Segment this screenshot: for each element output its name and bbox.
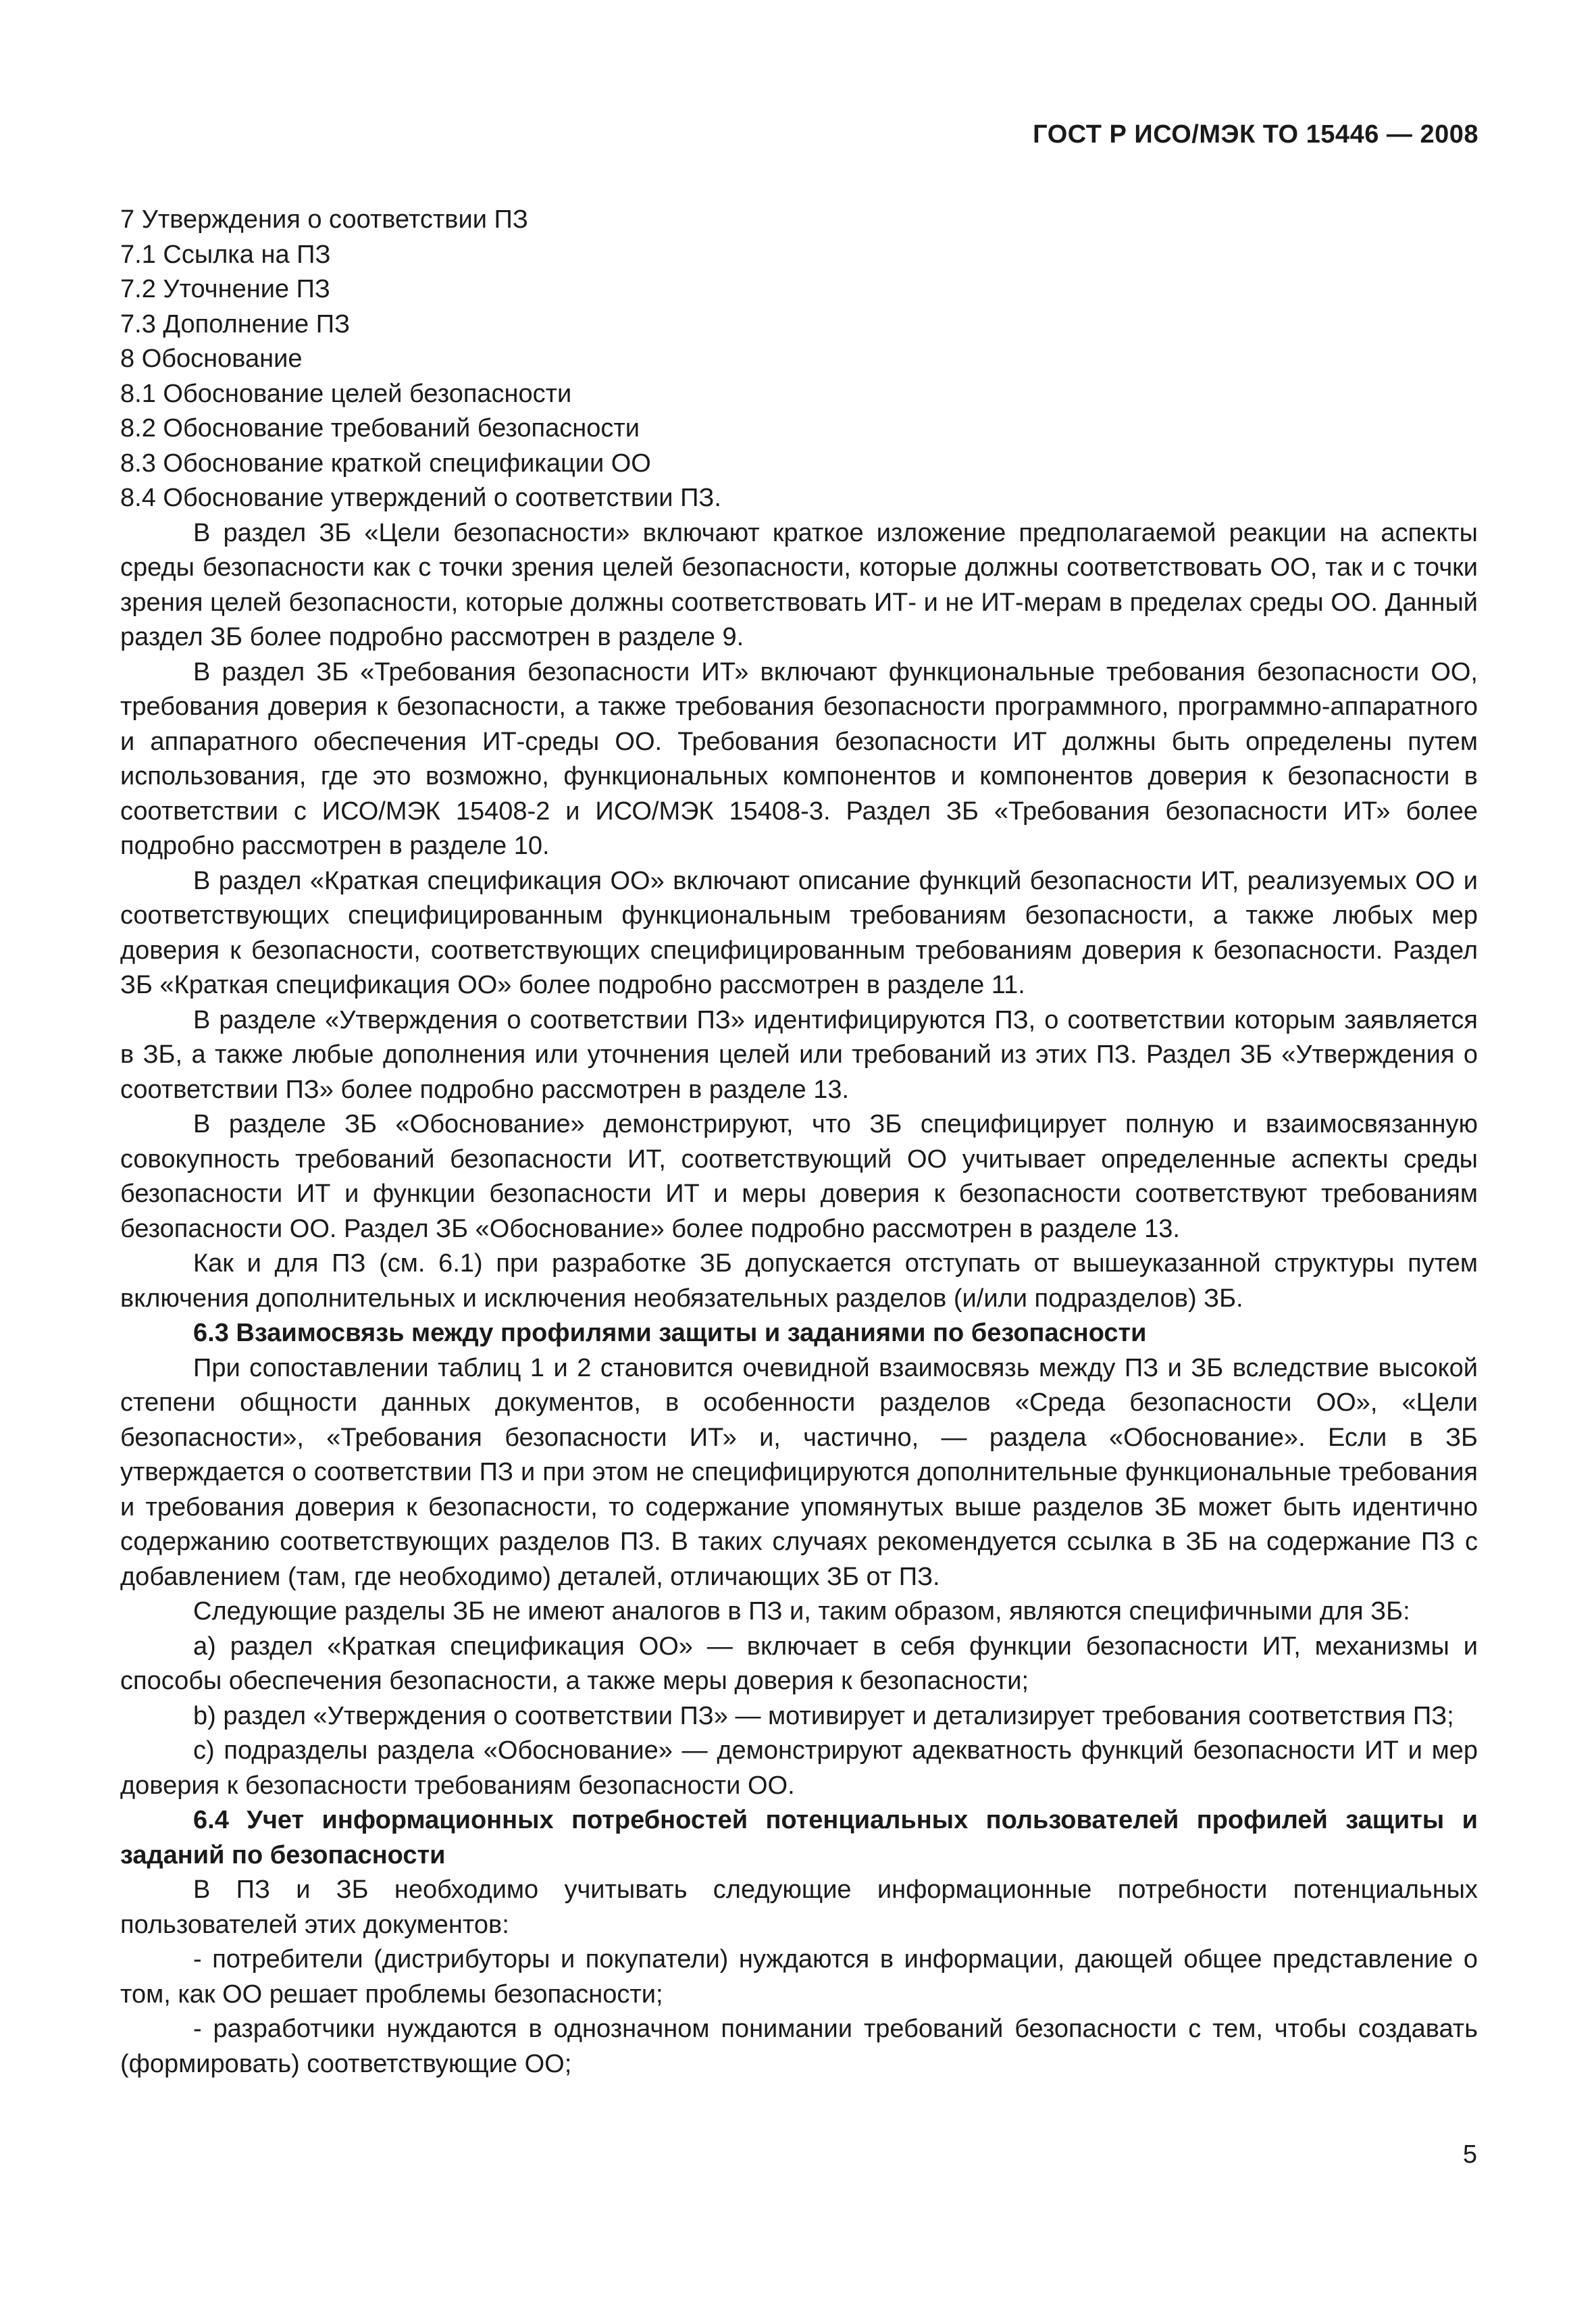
list-item: - разработчики нуждаются в однозначном понимании требований безопасности с тем, чтобы создавать (формировать) соответствующие ОО; [120,2015,1478,2078]
toc-item: 8.2 Обоснование требований безопасности [120,414,640,443]
section-heading-6-3: 6.3 Взаимосвязь между профилями защиты и заданиями по безопасности [193,1319,1147,1347]
page-number: 5 [1462,2140,1477,2169]
section-heading-6-4: 6.4 Учет информационных потребностей потенциальных пользователей профилей защиты и заданий по безопасности [120,1806,1478,1869]
body-paragraph: В ПЗ и ЗБ необходимо учитывать следующие информационные потребности потенциальных пользователей этих документов: [120,1876,1478,1939]
body-paragraph: Как и для ПЗ (см. 6.1) при разработке ЗБ допускается отступать от вышеуказанной структуры путем включения дополнительных и исключения необязательных разделов (и/или подразделов) ЗБ. [120,1249,1478,1313]
toc-item: 7.3 Дополнение ПЗ [120,309,351,338]
body-paragraph: Следующие разделы ЗБ не имеют аналогов в ПЗ и, таким образом, являются специфичными для ЗБ: [193,1597,1410,1626]
list-item: с) подразделы раздела «Обоснование» — демонстрируют адекватность функций безопасности ИТ и мер доверия к безопасности требованиям безопасности ОО. [120,1736,1478,1800]
toc-list [120,203,1478,516]
body-paragraph: В разделе ЗБ «Обоснование» демонстрируют, что ЗБ специфицирует полную и взаимосвязанную совокупность требований безопасности ИТ, соответствующий ОО учитывает определенные аспекты среды безопасности ИТ и функции безопасности ИТ и меры доверия к безопасности соответствуют требованиям безопасности ОО. Раздел ЗБ «Обоснование» более подробно рассмотрен в разделе 13. [120,1110,1478,1243]
body-paragraph: В раздел ЗБ «Цели безопасности» включают краткое изложение предполагаемой реакции на аспекты среды безопасности как с точки зрения целей безопасности, которые должны соответствовать ОО, так и с точки зрения целей безопасности, которые должны соответствовать ИТ- и не ИТ-мерам в пределах среды ОО. Данный раздел ЗБ более подробно рассмотрен в разделе 9. [120,518,1478,651]
body-paragraph: В раздел «Краткая спецификация ОО» включают описание функций безопасности ИТ, реализуемых ОО и соответствующих специфицированным функциональным требованиям безопасности, а также любых мер доверия к безопасности, соответствующих специфицированным требованиям доверия к безопасности. Раздел ЗБ «Краткая спецификация ОО» более подробно рассмотрен в разделе 11. [120,866,1478,999]
body-paragraph: При сопоставлении таблиц 1 и 2 становится очевидной взаимосвязь между ПЗ и ЗБ вследствие высокой степени общности данных документов, в особенности разделов «Среда безопасности ОО», «Цели безопасности», «Требования безопасности ИТ» и, частично, — раздела «Обоснование». Если в ЗБ утверждается о соответствии ПЗ и при этом не специфицируются дополнительные функциональные требования и требования доверия к безопасности, то содержание упомянутых выше разделов ЗБ может быть идентично содержанию соответствующих разделов ПЗ. В таких случаях рекомендуется ссылка в ЗБ на содержание ПЗ с добавлением (там, где необходимо) деталей, отличающих ЗБ от ПЗ. [120,1353,1478,1591]
list-item: а) раздел «Краткая спецификация ОО» — включает в себя функции безопасности ИТ, механизмы и способы обеспечения безопасности, а также меры доверия к безопасности; [120,1632,1478,1695]
body-paragraph: В раздел ЗБ «Требования безопасности ИТ» включают функциональные требования безопасности ОО, требования доверия к безопасности, а также требования безопасности программного, программно-аппаратного и аппаратного обеспечения ИТ-среды ОО. Требования безопасности ИТ должны быть определены путем использования, где это возможно, функциональных компонентов и компонентов доверия к безопасности в соответствии с ИСО/МЭК 15408-2 и ИСО/МЭК 15408-3. Раздел ЗБ «Требования безопасности ИТ» более подробно рассмотрен в разделе 10. [120,657,1478,860]
page-content [120,203,1478,2082]
body-paragraph: В разделе «Утверждения о соответствии ПЗ» идентифицируются ПЗ, о соответствии которым заявляется в ЗБ, а также любые дополнения или уточнения целей или требований из этих ПЗ. Раздел ЗБ «Утверждения о соответствии ПЗ» более подробно рассмотрен в разделе 13. [120,1005,1478,1104]
list-item: b) раздел «Утверждения о соответствии ПЗ» — мотивирует и детализирует требования соответствия ПЗ; [193,1701,1454,1730]
toc-item: 7 Утверждения о соответствии ПЗ [120,205,528,234]
toc-item: 8 Обоснование [120,345,303,373]
toc-item: 8.1 Обоснование целей безопасности [120,379,572,408]
toc-item: 7.2 Уточнение ПЗ [120,275,330,303]
list-item: - потребители (дистрибуторы и покупатели) нуждаются в информации, дающей общее представление о том, как ОО решает проблемы безопасности; [120,1945,1478,2009]
toc-item: 8.4 Обоснование утверждений о соответствии ПЗ. [120,484,721,512]
document-header: ГОСТ Р ИСО/МЭК ТО 15446 — 2008 [1033,120,1478,149]
toc-item: 7.1 Ссылка на ПЗ [120,240,331,269]
toc-item: 8.3 Обоснование краткой спецификации ОО [120,449,651,478]
